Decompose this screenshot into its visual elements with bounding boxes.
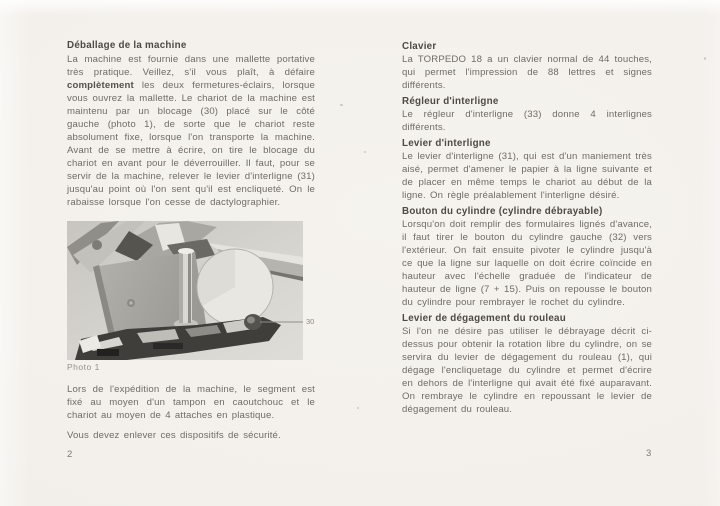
- heading-levier-degagement: Levier de dégagement du rouleau: [402, 313, 566, 324]
- scan-speck: [704, 57, 706, 60]
- photo-1-figure: [67, 221, 303, 360]
- heading-deballage: Déballage de la machine: [67, 40, 187, 51]
- heading-regleur-interligne: Régleur d'interligne: [402, 96, 499, 107]
- photo-callout-label: 30: [306, 317, 315, 326]
- paragraph-unpacking-part2: les deux fermetures-éclairs, lorsque vous ouvrez la mallette. Le chariot de la machine est maintenu par un blocage (30) placé sur le côté gauche (photo 1), de sorte que le chariot reste absolument fixe, lorsque l'on transporte la machine. Avant de se mettre à écrire, on tire le blocage du chariot en avant pour le déverrouiller. Il faut, pour se servir de la machine, relever le levier d'interligne (31) jusqu'au point où l'on sent qu'il est encliqueté. On le rabaisse lorsque l'on cesse de dactylographier.: [67, 80, 315, 208]
- heading-clavier: Clavier: [402, 41, 437, 52]
- photo-caption: Photo 1: [67, 362, 100, 372]
- paragraph-safety-devices: Vous devez enlever ces dispositifs de sécurité.: [67, 430, 281, 441]
- paragraph-unpacking: [67, 53, 315, 209]
- page-number-right: 3: [646, 448, 652, 459]
- paragraph-shipping: Lors de l'expédition de la machine, le segment est fixé au moyen d'un tampon en caoutchouc et le chariot au moyen de 4 attaches en plastique.: [67, 384, 315, 421]
- scan-speck: [364, 151, 366, 153]
- paragraph-unpacking-part1: La machine est fournie dans une mallette portative très pratique. Veillez, s'il vous plaît, à défaire: [67, 54, 315, 78]
- page-right: [402, 40, 652, 416]
- scan-speck: [340, 104, 343, 106]
- typewriter-carriage-photo: [67, 221, 303, 360]
- paragraph-clavier: La TORPEDO 18 a un clavier normal de 44 touches, qui permet l'impression de 88 lettres et signes différents.: [402, 54, 652, 91]
- paragraph-regleur-interligne: Le régleur d'interligne (33) donne 4 interlignes différents.: [402, 109, 652, 133]
- paragraph-unpacking-bold-word: complètement: [67, 80, 134, 91]
- scan-speck: [357, 407, 359, 409]
- paragraph-bouton-cylindre: Lorsqu'on doit remplir des formulaires lignés d'avance, il faut tirer le bouton du cylindre gauche (32) vers l'extérieur. On fait ensuite pivoter le cylindre jusqu'à ce que la ligne sur laquelle on doit écrire coïncide en hauteur avec l'échelle graduée de l'indicateur de hauteur de ligne (7 + 15). Puis on repousse le bouton du cylindre pour rembrayer le rochet du cylindre.: [402, 219, 652, 308]
- paragraph-levier-degagement: Si l'on ne désire pas utiliser le débrayage décrit ci-dessus pour obtenir la rotation libre du cylindre, on se servira du levier de dégagement du rouleau (1), qui dégage l'encliquetage du cylindre et permet d'écrire en dehors de l'interligne qui avait été fixé auparavant. On rembraye le cylindre en repoussant le levier de dégagement du rouleau.: [402, 326, 652, 415]
- page-number-left: 2: [67, 449, 73, 460]
- heading-levier-interligne: Levier d'interligne: [402, 138, 491, 149]
- paragraph-levier-interligne: Le levier d'interligne (31), qui est d'un maniement très aisé, permet d'amener le papier à la ligne suivante et de placer en même temps le chariot au début de la ligne. On règle préalablement l'interligne désiré.: [402, 151, 652, 201]
- heading-bouton-cylindre: Bouton du cylindre (cylindre débrayable): [402, 206, 603, 217]
